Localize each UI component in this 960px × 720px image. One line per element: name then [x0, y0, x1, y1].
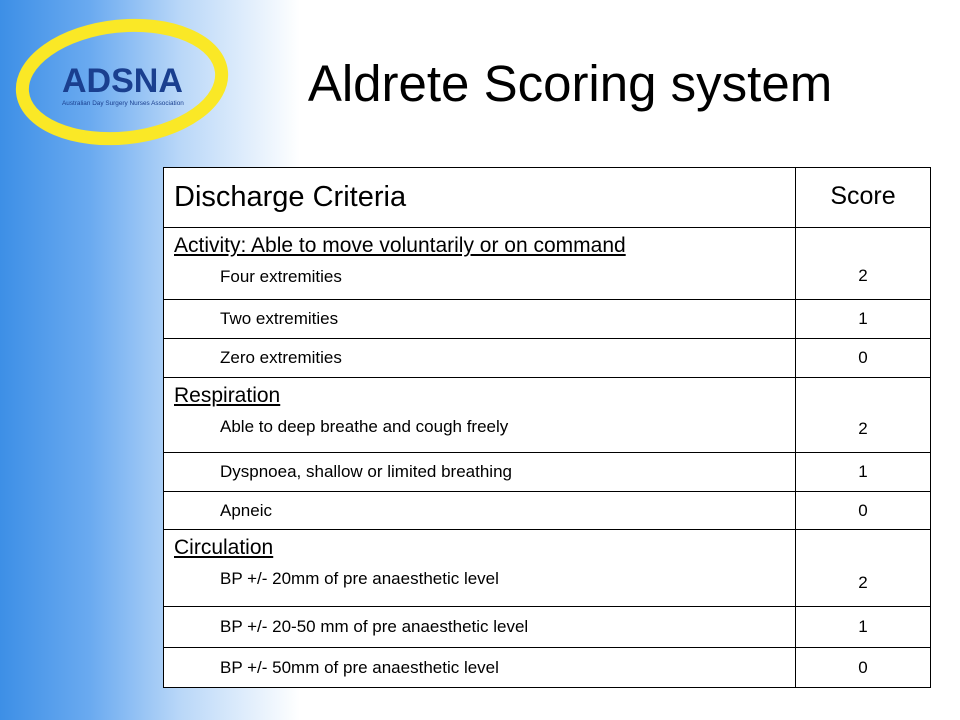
table-row [164, 648, 931, 688]
score-cell: 2 [796, 378, 931, 453]
category-label: Activity: Able to move voluntarily or on command [174, 234, 626, 257]
category-cell [164, 378, 796, 453]
table-row [164, 453, 931, 492]
score-cell: 1 [796, 300, 931, 339]
table-row [164, 378, 931, 453]
aldrete-score-table [163, 167, 931, 688]
score-cell: 2 [796, 530, 931, 607]
criterion-label: Four extremities [220, 267, 342, 286]
criterion-label: Zero extremities [164, 339, 796, 378]
criterion-label: BP +/- 20mm of pre anaesthetic level [220, 569, 499, 588]
criterion-label: Two extremities [164, 300, 796, 339]
score-cell: 2 [796, 228, 931, 300]
header-score: Score [796, 168, 931, 228]
criterion-label: Dyspnoea, shallow or limited breathing [164, 453, 796, 492]
score-cell: 1 [796, 607, 931, 648]
adsna-logo [10, 12, 235, 152]
criterion-label: BP +/- 20-50 mm of pre anaesthetic level [164, 607, 796, 648]
criterion-label: Able to deep breathe and cough freely [220, 417, 509, 436]
table-row [164, 300, 931, 339]
criterion-label: Apneic [164, 492, 796, 530]
category-cell [164, 228, 796, 300]
score-cell: 0 [796, 648, 931, 688]
category-cell [164, 530, 796, 607]
logo-tagline: Australian Day Surgery Nurses Association [62, 100, 184, 107]
slide-title: Aldrete Scoring system [307, 55, 833, 112]
logo-name: ADSNA [62, 62, 183, 100]
table-row [164, 228, 931, 300]
header-discharge-criteria: Discharge Criteria [164, 168, 796, 228]
table-row [164, 339, 931, 378]
table-header-row [164, 168, 931, 228]
table-row [164, 530, 931, 607]
category-label: Circulation [174, 536, 274, 559]
table-row [164, 492, 931, 530]
category-label: Respiration [174, 384, 281, 407]
score-cell: 0 [796, 339, 931, 378]
table-row [164, 607, 931, 648]
score-cell: 1 [796, 453, 931, 492]
criterion-label: BP +/- 50mm of pre anaesthetic level [164, 648, 796, 688]
score-cell: 0 [796, 492, 931, 530]
